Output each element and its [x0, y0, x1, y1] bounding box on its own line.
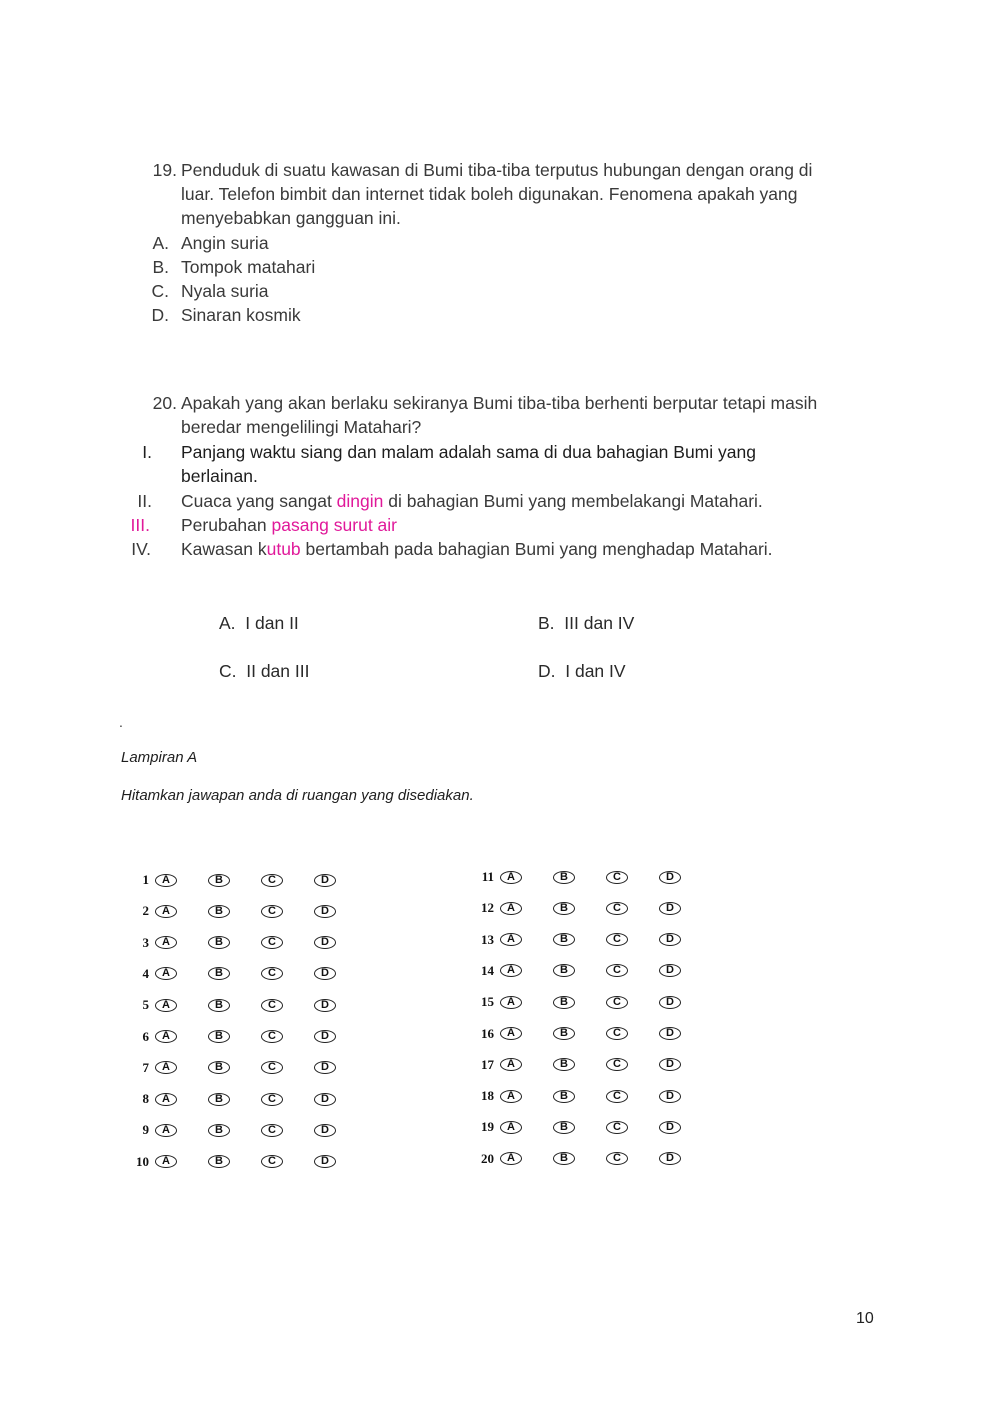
- answer-row-number: 6: [142, 1028, 149, 1044]
- answer-bubble-c[interactable]: C: [606, 1027, 628, 1040]
- answer-bubble-a[interactable]: A: [500, 871, 522, 884]
- answer-bubble-a[interactable]: A: [155, 1093, 177, 1106]
- answer-bubble-a[interactable]: A: [500, 933, 522, 946]
- answer-bubble-a[interactable]: A: [500, 1058, 522, 1071]
- answer-bubble-b[interactable]: B: [553, 933, 575, 946]
- answer-bubble-c[interactable]: C: [261, 1061, 283, 1074]
- answer-row-number: 3: [142, 934, 149, 950]
- answer-bubble-d[interactable]: D: [659, 1090, 681, 1103]
- answer-bubble-d[interactable]: D: [659, 1152, 681, 1165]
- question-19-number: 19.: [152, 160, 177, 180]
- answer-row-number: 11: [481, 869, 494, 884]
- answer-row-number: 8: [142, 1091, 149, 1107]
- answer-row-number: 5: [142, 997, 149, 1013]
- answer-bubble-b[interactable]: B: [208, 936, 230, 949]
- answer-bubble-c[interactable]: C: [261, 1030, 283, 1043]
- answer-row-number: 15: [481, 994, 494, 1010]
- answer-bubble-d[interactable]: D: [659, 902, 681, 915]
- question-20-line-2: beredar mengelilingi Matahari?: [181, 417, 422, 437]
- answer-bubble-a[interactable]: A: [500, 1027, 522, 1040]
- answer-bubble-d[interactable]: D: [659, 996, 681, 1009]
- answer-row-number: 14: [481, 962, 494, 978]
- answer-row: [472, 1023, 712, 1045]
- question-19-line-2: luar. Telefon bimbit dan internet tidak boleh digunakan. Fenomena apakah yang: [181, 184, 798, 204]
- answer-bubble-a[interactable]: A: [500, 1152, 522, 1165]
- answer-bubble-b[interactable]: B: [553, 1090, 575, 1103]
- answer-row: [127, 932, 367, 954]
- answer-row: [127, 1057, 367, 1079]
- answer-row-number: 13: [481, 931, 494, 947]
- answer-bubble-c[interactable]: C: [606, 1152, 628, 1165]
- answer-row-number: 7: [142, 1059, 149, 1075]
- answer-bubble-c[interactable]: C: [606, 1121, 628, 1134]
- answer-bubble-d[interactable]: D: [314, 1124, 336, 1137]
- answer-bubble-d[interactable]: D: [659, 1058, 681, 1071]
- answer-bubble-d[interactable]: D: [314, 936, 336, 949]
- answer-row: [127, 1119, 367, 1141]
- answer-bubble-a[interactable]: A: [500, 996, 522, 1009]
- answer-row-number: 16: [481, 1025, 494, 1041]
- answer-bubble-d[interactable]: D: [314, 1093, 336, 1106]
- answer-row: [472, 1054, 712, 1076]
- question-19-line-3: menyebabkan gangguan ini.: [181, 208, 401, 228]
- answer-bubble-d[interactable]: D: [314, 1155, 336, 1168]
- question-19-option-b: B. Tompok matahari: [152, 257, 316, 277]
- answer-row: [127, 869, 367, 891]
- answer-bubble-d[interactable]: D: [314, 874, 336, 887]
- question-20-choice-d: D. I dan IV: [538, 661, 626, 681]
- answer-bubble-d[interactable]: D: [314, 1061, 336, 1074]
- answer-row-number: 9: [142, 1122, 149, 1138]
- answer-bubble-c[interactable]: C: [606, 1058, 628, 1071]
- answer-row: [472, 1116, 712, 1138]
- appendix-title: Lampiran A: [121, 749, 198, 766]
- question-19-line-1: Penduduk di suatu kawasan di Bumi tiba-tiba terputus hubungan dengan orang di: [181, 160, 813, 180]
- answer-row: [472, 866, 712, 888]
- statement-iii: III. Perubahan pasang surut air: [130, 515, 397, 535]
- answer-row: [127, 963, 367, 985]
- answer-row: [472, 897, 712, 919]
- question-19-option-a: A. Angin suria: [152, 233, 269, 253]
- answer-row-number: 19: [481, 1119, 494, 1135]
- answer-bubble-a[interactable]: A: [500, 902, 522, 915]
- answer-bubble-a[interactable]: A: [500, 1090, 522, 1103]
- answer-bubble-c[interactable]: C: [261, 874, 283, 887]
- answer-bubble-a[interactable]: A: [155, 905, 177, 918]
- answer-row: [127, 1151, 367, 1173]
- page-number: 10: [856, 1310, 874, 1327]
- highlight-utub: utub: [266, 539, 301, 559]
- answer-bubble-a[interactable]: A: [155, 1124, 177, 1137]
- answer-row-number: 20: [481, 1150, 494, 1166]
- answer-bubble-c[interactable]: C: [261, 1093, 283, 1106]
- answer-row: [472, 929, 712, 951]
- question-20-number: 20.: [152, 393, 177, 413]
- question-20-line-1: Apakah yang akan berlaku sekiranya Bumi tiba-tiba berhenti berputar tetapi masih: [181, 393, 818, 413]
- answer-bubble-b[interactable]: B: [553, 1121, 575, 1134]
- answer-bubble-d[interactable]: D: [659, 871, 681, 884]
- answer-bubble-d[interactable]: D: [314, 999, 336, 1012]
- question-19-option-c: C. Nyala suria: [151, 281, 269, 301]
- answer-bubble-a[interactable]: A: [155, 967, 177, 980]
- answer-row-number: 4: [142, 965, 149, 981]
- answer-row-number: 12: [481, 900, 494, 916]
- answer-bubble-b[interactable]: B: [553, 871, 575, 884]
- statement-ii: II. Cuaca yang sangat dingin di bahagian Bumi yang membelakangi Matahari.: [137, 491, 763, 511]
- answer-bubble-a[interactable]: A: [155, 936, 177, 949]
- answer-row: [127, 1088, 367, 1110]
- answer-bubble-d[interactable]: D: [659, 1121, 681, 1134]
- statement-i: I. Panjang waktu siang dan malam adalah sama di dua bahagian Bumi yang: [142, 442, 756, 462]
- statement-i-line-2: berlainan.: [181, 466, 258, 486]
- answer-row-number: 1: [142, 872, 149, 887]
- answer-bubble-d[interactable]: D: [659, 933, 681, 946]
- answer-bubble-b[interactable]: B: [553, 902, 575, 915]
- answer-bubble-c[interactable]: C: [261, 1124, 283, 1137]
- answer-row: [127, 900, 367, 922]
- answer-bubble-b[interactable]: B: [553, 1152, 575, 1165]
- answer-bubble-b[interactable]: B: [208, 1093, 230, 1106]
- answer-row-number: 2: [142, 903, 149, 919]
- answer-bubble-a[interactable]: A: [155, 1155, 177, 1168]
- answer-bubble-d[interactable]: D: [659, 1027, 681, 1040]
- answer-bubble-b[interactable]: B: [553, 996, 575, 1009]
- highlight-pasang-surut-air: pasang surut air: [271, 515, 397, 535]
- answer-row: [127, 1026, 367, 1048]
- answer-bubble-a[interactable]: A: [155, 999, 177, 1012]
- answer-row: [472, 960, 712, 982]
- answer-bubble-b[interactable]: B: [208, 1061, 230, 1074]
- answer-bubble-c[interactable]: C: [606, 996, 628, 1009]
- appendix-instruction: Hitamkan jawapan anda di ruangan yang disediakan.: [121, 787, 474, 804]
- answer-bubble-c[interactable]: C: [606, 933, 628, 946]
- answer-bubble-b[interactable]: B: [208, 999, 230, 1012]
- answer-bubble-c[interactable]: C: [606, 1090, 628, 1103]
- answer-bubble-b[interactable]: B: [208, 905, 230, 918]
- answer-bubble-d[interactable]: D: [314, 967, 336, 980]
- answer-bubble-d[interactable]: D: [314, 905, 336, 918]
- answer-bubble-a[interactable]: A: [155, 874, 177, 887]
- answer-bubble-b[interactable]: B: [553, 1027, 575, 1040]
- answer-bubble-c[interactable]: C: [606, 902, 628, 915]
- answer-row: [472, 1085, 712, 1107]
- answer-bubble-b[interactable]: B: [208, 967, 230, 980]
- answer-bubble-b[interactable]: B: [553, 964, 575, 977]
- answer-bubble-c[interactable]: C: [261, 1155, 283, 1168]
- question-19-option-d: D. Sinaran kosmik: [151, 305, 301, 325]
- answer-row: [472, 1148, 712, 1170]
- answer-bubble-c[interactable]: C: [261, 905, 283, 918]
- question-20-choice-b: B. III dan IV: [538, 613, 635, 633]
- answer-bubble-b[interactable]: B: [553, 1058, 575, 1071]
- answer-row: [472, 991, 712, 1013]
- question-20-choice-c: C. II dan III: [219, 661, 310, 681]
- answer-bubble-b[interactable]: B: [208, 874, 230, 887]
- stray-dot: .: [119, 714, 123, 730]
- answer-bubble-c[interactable]: C: [261, 967, 283, 980]
- answer-bubble-a[interactable]: A: [155, 1061, 177, 1074]
- answer-bubble-a[interactable]: A: [155, 1030, 177, 1043]
- answer-row-number: 10: [136, 1153, 149, 1169]
- answer-row: [127, 994, 367, 1016]
- answer-row-number: 17: [481, 1056, 494, 1072]
- highlight-dingin: dingin: [336, 491, 384, 511]
- statement-iv: IV. Kawasan kutub bertambah pada bahagian Bumi yang menghadap Matahari.: [131, 539, 773, 559]
- answer-row-number: 18: [481, 1088, 494, 1104]
- answer-bubble-d[interactable]: D: [659, 964, 681, 977]
- answer-bubble-c[interactable]: C: [606, 871, 628, 884]
- answer-bubble-a[interactable]: A: [500, 1121, 522, 1134]
- answer-bubble-c[interactable]: C: [606, 964, 628, 977]
- question-20-choice-a: A. I dan II: [219, 613, 299, 633]
- answer-bubble-d[interactable]: D: [314, 1030, 336, 1043]
- answer-bubble-a[interactable]: A: [500, 964, 522, 977]
- answer-bubble-b[interactable]: B: [208, 1030, 230, 1043]
- answer-bubble-c[interactable]: C: [261, 936, 283, 949]
- answer-bubble-c[interactable]: C: [261, 999, 283, 1012]
- answer-bubble-b[interactable]: B: [208, 1155, 230, 1168]
- answer-bubble-b[interactable]: B: [208, 1124, 230, 1137]
